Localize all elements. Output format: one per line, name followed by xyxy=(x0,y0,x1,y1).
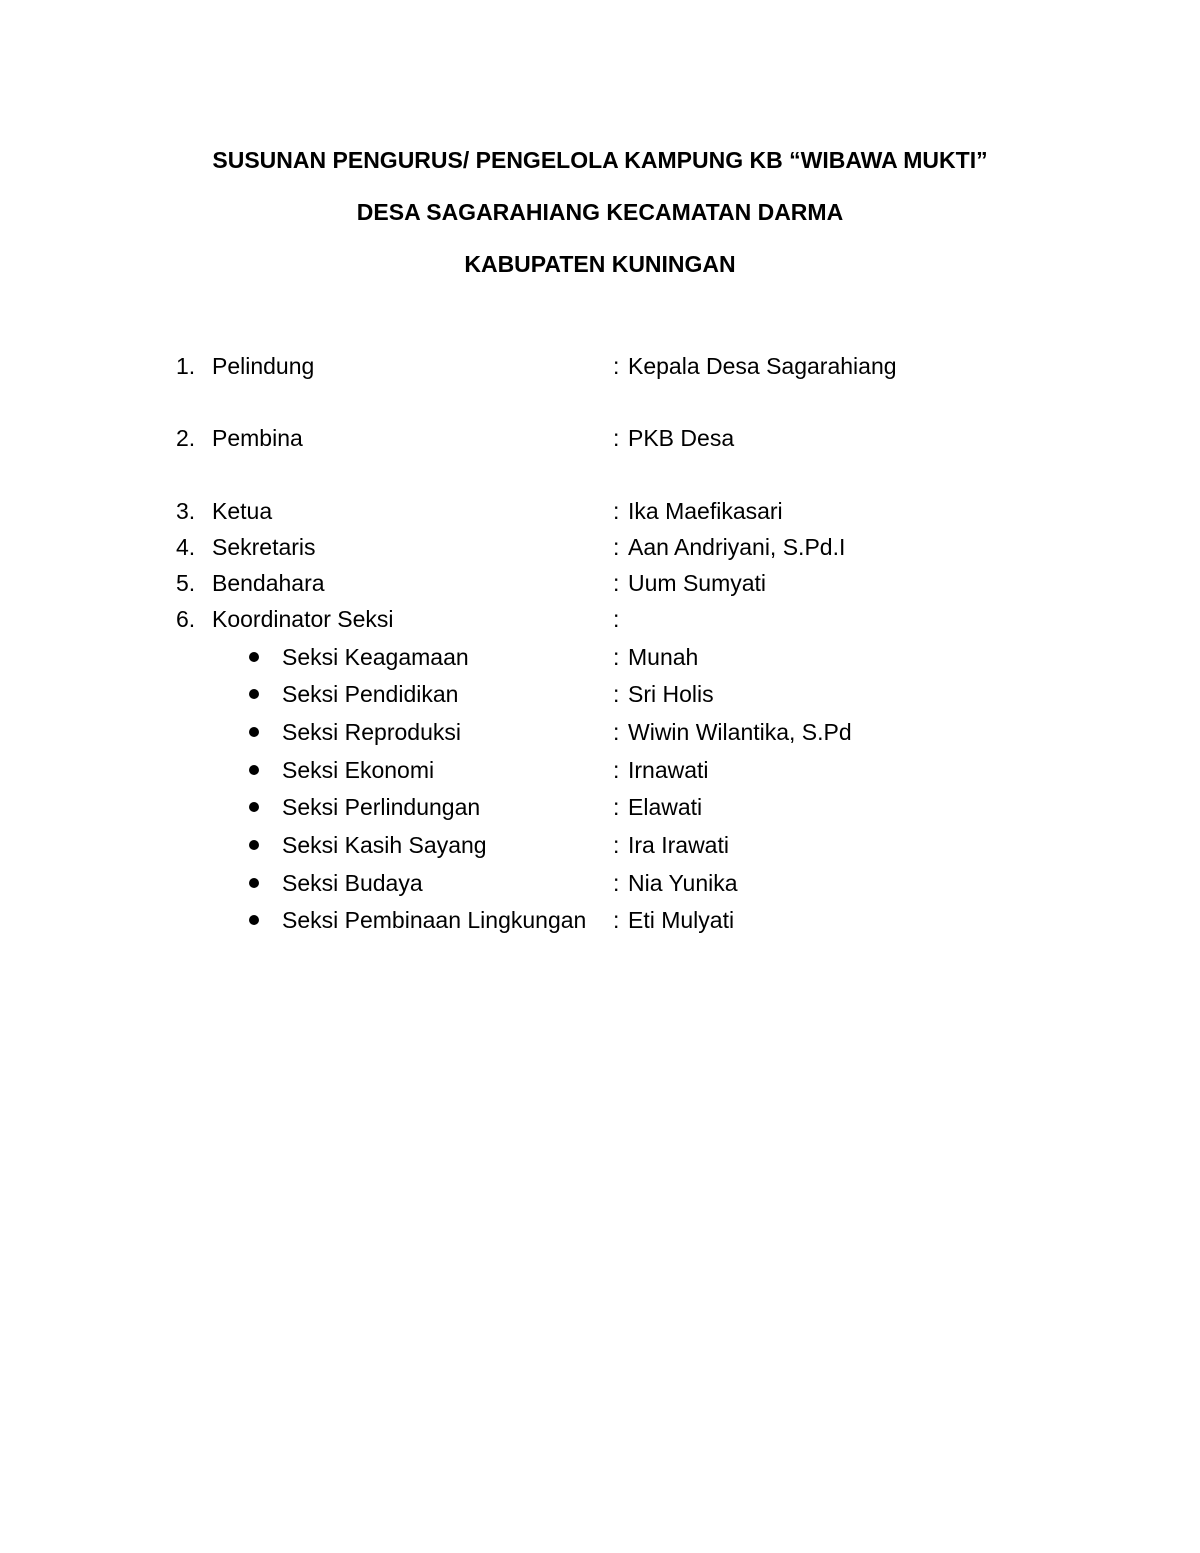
item-label: Pelindung xyxy=(212,353,315,379)
section-value: Elawati xyxy=(628,794,703,820)
item-separator: : xyxy=(613,794,620,820)
title-line-3: KABUPATEN KUNINGAN xyxy=(464,251,736,277)
item-separator: : xyxy=(613,498,620,524)
item-separator: : xyxy=(613,570,620,596)
item-number: 3. xyxy=(176,498,196,524)
bullet-icon xyxy=(249,802,259,812)
section-item-kasih-sayang xyxy=(0,829,1200,861)
item-separator: : xyxy=(613,534,620,560)
section-label: Seksi Kasih Sayang xyxy=(282,832,487,858)
section-label: Seksi Budaya xyxy=(282,870,423,896)
section-value: Munah xyxy=(628,644,699,670)
bullet-icon xyxy=(249,915,259,925)
item-value: Aan Andriyani, S.Pd.I xyxy=(628,534,846,560)
section-value: Sri Holis xyxy=(628,681,714,707)
bullet-icon xyxy=(249,689,259,699)
item-number: 2. xyxy=(176,425,196,451)
item-number: 1. xyxy=(176,353,196,379)
item-value: Uum Sumyati xyxy=(628,570,767,596)
section-label: Seksi Reproduksi xyxy=(282,719,461,745)
item-number: 6. xyxy=(176,606,196,632)
item-separator: : xyxy=(613,644,620,670)
section-label: Seksi Perlindungan xyxy=(282,794,481,820)
item-separator: : xyxy=(613,907,620,933)
item-label: Bendahara xyxy=(212,570,325,596)
title-line-1: SUSUNAN PENGURUS/ PENGELOLA KAMPUNG KB “WIBAWA MUKTI” xyxy=(212,147,988,173)
item-separator: : xyxy=(613,606,620,632)
section-item-reproduksi xyxy=(0,716,1200,748)
item-value: PKB Desa xyxy=(628,425,735,451)
item-label: Koordinator Seksi xyxy=(212,606,394,632)
list-item-koordinator-seksi xyxy=(0,603,1200,635)
item-number: 5. xyxy=(176,570,196,596)
bullet-icon xyxy=(249,840,259,850)
list-item-pembina xyxy=(0,422,1200,454)
item-value: Ika Maefikasari xyxy=(628,498,783,524)
item-separator: : xyxy=(613,353,620,379)
list-item-ketua xyxy=(0,495,1200,527)
section-value: Wiwin Wilantika, S.Pd xyxy=(628,719,852,745)
list-item-sekretaris xyxy=(0,531,1200,563)
section-label: Seksi Pembinaan Lingkungan xyxy=(282,907,587,933)
section-item-budaya xyxy=(0,867,1200,899)
section-label: Seksi Ekonomi xyxy=(282,757,435,783)
item-value: Kepala Desa Sagarahiang xyxy=(628,353,897,379)
item-number: 4. xyxy=(176,534,196,560)
bullet-icon xyxy=(249,878,259,888)
section-value: Ira Irawati xyxy=(628,832,729,858)
section-item-keagamaan xyxy=(0,641,1200,673)
item-label: Ketua xyxy=(212,498,273,524)
section-item-ekonomi xyxy=(0,754,1200,786)
item-separator: : xyxy=(613,681,620,707)
item-separator: : xyxy=(613,832,620,858)
section-label: Seksi Keagamaan xyxy=(282,644,469,670)
list-item-pelindung xyxy=(0,350,1200,382)
item-separator: : xyxy=(613,757,620,783)
section-item-pendidikan xyxy=(0,678,1200,710)
section-item-perlindungan xyxy=(0,791,1200,823)
list-item-bendahara xyxy=(0,567,1200,599)
bullet-icon xyxy=(249,652,259,662)
section-value: Eti Mulyati xyxy=(628,907,735,933)
item-separator: : xyxy=(613,719,620,745)
item-label: Pembina xyxy=(212,425,303,451)
bullet-icon xyxy=(249,727,259,737)
item-label: Sekretaris xyxy=(212,534,316,560)
bullet-icon xyxy=(249,765,259,775)
section-value: Irnawati xyxy=(628,757,709,783)
section-item-pembinaan-lingkungan xyxy=(0,904,1200,936)
section-value: Nia Yunika xyxy=(628,870,738,896)
title-line-2: DESA SAGARAHIANG KECAMATAN DARMA xyxy=(356,199,844,225)
section-label: Seksi Pendidikan xyxy=(282,681,459,707)
item-separator: : xyxy=(613,425,620,451)
item-separator: : xyxy=(613,870,620,896)
